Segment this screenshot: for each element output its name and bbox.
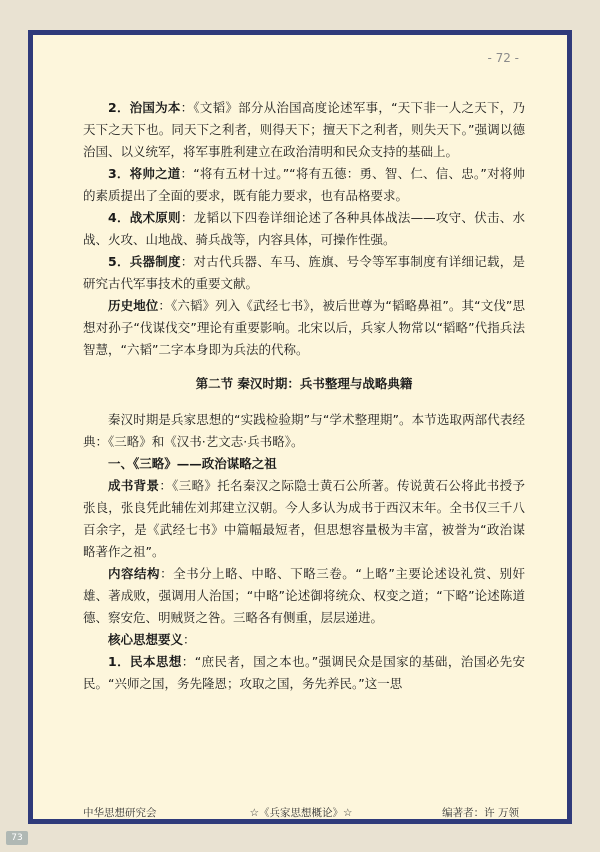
- page-thumbnail-tab[interactable]: 73: [6, 831, 28, 845]
- paragraph-text: ：: [183, 632, 196, 647]
- paragraph-text: ：对古代兵器、车马、旌旗、号令等军事制度有详细记载，是研究古代军事技术的重要文献。: [83, 254, 525, 291]
- paragraph: [83, 409, 525, 453]
- section-title: 第二节 秦汉时期：兵书整理与战略典籍: [195, 376, 413, 391]
- paragraph-lead: 1．民本思想: [108, 654, 182, 669]
- paragraph-lead: 2．治国为本: [108, 100, 181, 115]
- paragraph: [83, 563, 525, 629]
- subsection-title: 一、《三略》——政治谋略之祖: [108, 456, 277, 471]
- paragraph: [83, 207, 525, 251]
- paragraph-text: ：《六韬》列入《武经七书》，被后世尊为“韬略鼻祖”。其“文伐”思想对孙子“伐谋伐交”理论有重要影响。北宋以后，兵家人物常以“韬略”代指兵法智慧，“六韬”二字本身即为兵法的代称。: [83, 298, 525, 357]
- paragraph-text: 秦汉时期是兵家思想的“实践检验期”与“学术整理期”。本节选取两部代表经典：《三略》和《汉书·艺文志·兵书略》。: [83, 412, 525, 449]
- document-body: [83, 97, 525, 695]
- footer-book-title: ☆《兵家思想概论》☆: [249, 807, 353, 819]
- paragraph: [83, 651, 525, 695]
- paragraph-lead: 历史地位: [108, 298, 159, 313]
- paragraph-lead: 3．将帅之道: [108, 166, 181, 181]
- paragraph-lead: 成书背景: [108, 478, 160, 493]
- paragraph: [83, 295, 525, 361]
- paragraph: [83, 163, 525, 207]
- paragraph-text: ：龙韬以下四卷详细论述了各种具体战法——攻守、伏击、水战、火攻、山地战、骑兵战等，内容具体，可操作性强。: [83, 210, 525, 247]
- paragraph-lead: 5．兵器制度: [108, 254, 181, 269]
- paragraph-lead: 内容结构: [108, 566, 161, 581]
- paragraph-text: ：“庶民者，国之本也。”强调民众是国家的基础，治国必先安民。“兴师之国，务先隆恩；攻取之国，务先养民。”这一思: [83, 654, 525, 691]
- paragraph: [83, 97, 525, 163]
- paragraph: [83, 475, 525, 563]
- paragraph-lead: 核心思想要义: [108, 632, 184, 647]
- page-number: - 72 -: [487, 51, 519, 65]
- paragraph-text: ：全书分上略、中略、下略三卷。“上略”主要论述设礼赏、别奸雄、著成败，强调用人治国；“中略”论述御将统众、权变之道；“下略”论述陈道德、察安危、明贼贤之咎。三略各有侧重，层层递进。: [83, 566, 525, 625]
- paragraph-text: ：《文韬》部分从治国高度论述军事，“天下非一人之天下，乃天下之天下也。同天下之利者，则得天下；擅天下之利者，则失天下。”强调以德治国、以义统军，将军事胜利建立在政治清明和民众支持的基础上。: [83, 100, 525, 159]
- document-page: [28, 30, 572, 824]
- paragraph-lead: 4．战术原则: [108, 210, 181, 225]
- footer-organization: 中华思想研究会: [83, 807, 157, 819]
- paragraph: [83, 629, 525, 651]
- paragraph: [83, 251, 525, 295]
- paragraph-text: ：“将有五材十过。”“将有五德：勇、智、仁、信、忠。”对将帅的素质提出了全面的要求，既有能力要求，也有品格要求。: [83, 166, 526, 203]
- footer-author: 编著者：许 万领: [442, 807, 519, 819]
- paragraph-text: ：《三略》托名秦汉之际隐士黄石公所著。传说黄石公将此书授予张良，张良凭此辅佐刘邦建立汉朝。今人多认为成书于西汉末年。全书仅三千八百余字，是《武经七书》中篇幅最短者，但思想容量极为丰富，被誉为“政治谋略著作之祖”。: [83, 478, 525, 559]
